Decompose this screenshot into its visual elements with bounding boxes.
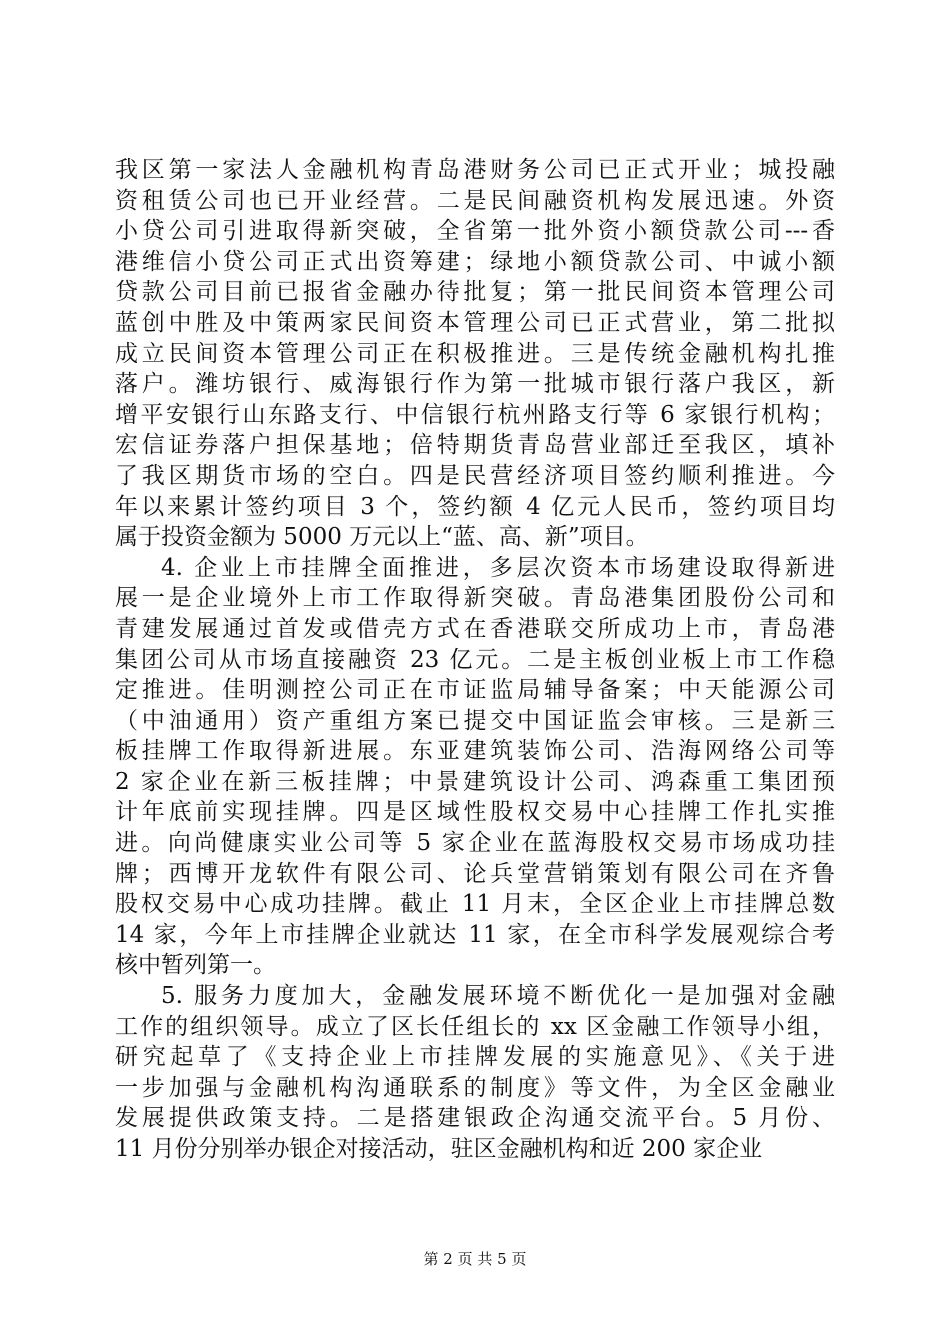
text-line: 港维信小贷公司正式出资筹建；绿地小额贷款公司、中诚小额 xyxy=(115,248,835,275)
text-line: 我区第一家法人金融机构青岛港财务公司已正式开业；城投融 xyxy=(115,157,835,183)
text-line: （中油通用）资产重组方案已提交中国证监会审核。三是新三 xyxy=(115,707,835,734)
text-line: 蓝创中胜及中策两家民间资本管理公司已正式营业，第二批拟 xyxy=(115,309,835,336)
text-line: 小贷公司引进取得新突破，全省第一批外资小额贷款公司---香 xyxy=(115,218,835,245)
text-line: 增平安银行山东路支行、中信银行杭州路支行等 6 家银行机构； xyxy=(115,401,835,428)
text-line: 2 家企业在新三板挂牌；中景建筑设计公司、鸿森重工集团预 xyxy=(115,768,835,795)
text-line: 11 月份分别举办银企对接活动，驻区金融机构和近 200 家企业 xyxy=(115,1136,763,1162)
text-line: 成立民间资本管理公司正在积极推进。三是传统金融机构扎推 xyxy=(115,340,835,367)
paragraph xyxy=(115,553,835,981)
text-line: 了我区期货市场的空白。四是民营经济项目签约顺利推进。今 xyxy=(115,462,835,489)
text-line: 进。向尚健康实业公司等 5 家企业在蓝海股权交易市场成功挂 xyxy=(115,830,835,857)
text-line: 4. 企业上市挂牌全面推进，多层次资本市场建设取得新进 xyxy=(161,554,835,581)
text-line: 资租赁公司也已开业经营。二是民间融资机构发展迅速。外资 xyxy=(115,187,835,214)
text-line: 14 家，今年上市挂牌企业就达 11 家，在全市科学发展观综合考 xyxy=(115,921,835,948)
text-line: 集团公司从市场直接融资 23 亿元。二是主板创业板上市工作稳 xyxy=(115,646,835,673)
text-line: 板挂牌工作取得新进展。东亚建筑装饰公司、浩海网络公司等 xyxy=(115,738,835,765)
text-line: 定推进。佳明测控公司正在市证监局辅导备案；中天能源公司 xyxy=(115,677,835,704)
page-footer: 第 2 页 共 5 页 xyxy=(423,1250,527,1268)
paragraph xyxy=(115,155,835,553)
text-line: 展一是企业境外上市工作取得新突破。青岛港集团股份公司和 xyxy=(115,585,835,612)
text-line: 股权交易中心成功挂牌。截止 11 月末，全区企业上市挂牌总数 xyxy=(115,891,835,918)
text-line: 宏信证券落户担保基地；倍特期货青岛营业部迁至我区，填补 xyxy=(115,432,835,459)
text-line: 青建发展通过首发或借壳方式在香港联交所成功上市，青岛港 xyxy=(115,615,835,642)
text-line: 研究起草了《支持企业上市挂牌发展的实施意见》、《关于进 xyxy=(115,1044,835,1071)
text-line: 工作的组织领导。成立了区长任组长的 xx 区金融工作领导小组， xyxy=(115,1013,835,1040)
text-line: 属于投资金额为 5000 万元以上“蓝、高、新”项目。 xyxy=(115,524,649,551)
text-line: 核中暂列第一。 xyxy=(115,952,276,979)
document-body xyxy=(115,155,835,1165)
text-line: 牌；西博开龙软件有限公司、论兵堂营销策划有限公司在齐鲁 xyxy=(115,860,835,887)
text-line: 一步加强与金融机构沟通联系的制度》等文件，为全区金融业 xyxy=(115,1074,835,1101)
text-line: 落户。潍坊银行、威海银行作为第一批城市银行落户我区，新 xyxy=(115,371,835,398)
text-line: 贷款公司目前已报省金融办待批复；第一批民间资本管理公司 xyxy=(115,279,835,306)
text-line: 发展提供政策支持。二是搭建银政企沟通交流平台。5 月份、 xyxy=(115,1105,835,1132)
text-line: 年以来累计签约项目 3 个，签约额 4 亿元人民币，签约项目均 xyxy=(115,493,835,520)
text-line: 5. 服务力度加大，金融发展环境不断优化一是加强对金融 xyxy=(161,983,835,1010)
paragraph xyxy=(115,981,835,1165)
text-line: 计年底前实现挂牌。四是区域性股权交易中心挂牌工作扎实推 xyxy=(115,799,835,826)
